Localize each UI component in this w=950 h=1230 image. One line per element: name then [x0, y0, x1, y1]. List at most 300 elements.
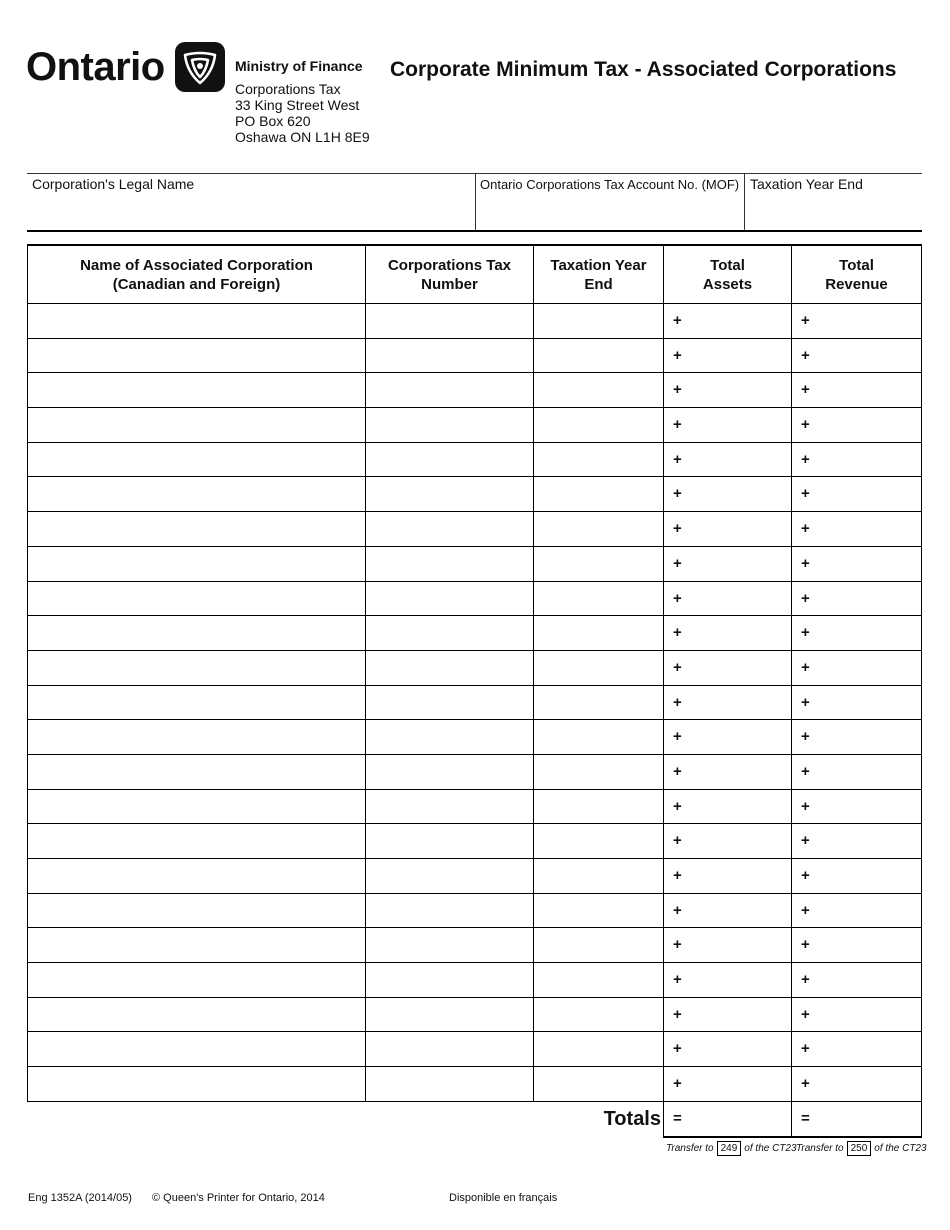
total-revenue-cell [792, 789, 922, 824]
total-revenue-cell [792, 685, 922, 720]
legal-name-cell [27, 174, 475, 230]
year-end-cell [534, 963, 664, 998]
total-assets-input[interactable] [664, 1067, 791, 1101]
tax-number-input[interactable] [366, 963, 533, 997]
corporation-name-input[interactable] [28, 408, 365, 442]
total-assets-input[interactable] [664, 616, 791, 650]
corporation-name-cell [28, 928, 366, 963]
tax-number-input[interactable] [366, 408, 533, 442]
total-revenue-input[interactable] [792, 1032, 921, 1066]
address-line: PO Box 620 [235, 113, 311, 129]
total-revenue-cell [792, 373, 922, 408]
total-revenue-cell [792, 754, 922, 789]
total-revenue-input[interactable] [792, 894, 921, 928]
tax-number-cell [366, 754, 534, 789]
tax-number-input[interactable] [366, 928, 533, 962]
table-row [28, 546, 922, 581]
total-assets-input[interactable] [664, 790, 791, 824]
total-assets-input[interactable] [664, 1032, 791, 1066]
corporation-name-input[interactable] [28, 373, 365, 407]
total-revenue-cell [792, 893, 922, 928]
revenue-total-input[interactable] [792, 1102, 921, 1136]
tax-number-input[interactable] [366, 686, 533, 720]
tax-number-input[interactable] [366, 616, 533, 650]
corporation-name-cell [28, 824, 366, 859]
total-assets-input[interactable] [664, 859, 791, 893]
tax-number-cell [366, 720, 534, 755]
address-line: 33 King Street West [235, 97, 360, 113]
corporation-name-input[interactable] [28, 443, 365, 477]
corporation-name-input[interactable] [28, 894, 365, 928]
corporation-name-input[interactable] [28, 339, 365, 373]
corporation-name-input[interactable] [28, 755, 365, 789]
legal-name-input[interactable] [31, 204, 471, 226]
total-assets-cell [664, 442, 792, 477]
corporation-name-input[interactable] [28, 582, 365, 616]
tax-number-input[interactable] [366, 1032, 533, 1066]
plus-sign: + [673, 832, 682, 850]
plus-sign: + [673, 728, 682, 746]
total-revenue-cell [792, 1032, 922, 1067]
year-end-cell [534, 477, 664, 512]
total-revenue-cell [792, 408, 922, 443]
transfer-prefix: Transfer to [666, 1143, 714, 1154]
equals-sign: = [673, 1109, 682, 1127]
total-revenue-input[interactable] [792, 616, 921, 650]
total-assets-input[interactable] [664, 928, 791, 962]
corporation-name-input[interactable] [28, 651, 365, 685]
header-line: End [584, 275, 613, 293]
tax-number-input[interactable] [366, 894, 533, 928]
total-revenue-input[interactable] [792, 998, 921, 1032]
corporation-name-input[interactable] [28, 963, 365, 997]
total-assets-cell [664, 754, 792, 789]
table-row [28, 512, 922, 547]
year-end-input[interactable] [534, 547, 663, 581]
corporation-name-input[interactable] [28, 547, 365, 581]
year-end-cell [534, 720, 664, 755]
total-revenue-input[interactable] [792, 373, 921, 407]
year-end-cell [534, 442, 664, 477]
table-row [28, 824, 922, 859]
plus-sign: + [801, 450, 810, 468]
total-revenue-cell [792, 963, 922, 998]
french-availability: Disponible en français [449, 1192, 558, 1204]
year-end-input[interactable] [534, 651, 663, 685]
total-revenue-input[interactable] [792, 651, 921, 685]
total-revenue-cell [792, 720, 922, 755]
header-year-end [534, 245, 664, 304]
total-assets-input[interactable] [664, 755, 791, 789]
table-row [28, 789, 922, 824]
tax-number-cell [366, 616, 534, 651]
total-assets-cell [664, 650, 792, 685]
year-end-cell [534, 685, 664, 720]
tax-number-input[interactable] [366, 477, 533, 511]
legal-name-label: Corporation's Legal Name [32, 176, 195, 192]
total-revenue-input[interactable] [792, 963, 921, 997]
assets-total-input[interactable] [664, 1102, 791, 1136]
total-assets-cell [664, 789, 792, 824]
revenue-total-cell [792, 1101, 922, 1136]
plus-sign: + [801, 1005, 810, 1023]
transfer-suffix: of the CT23 [744, 1143, 797, 1154]
year-end-input[interactable] [534, 894, 663, 928]
total-assets-input[interactable] [664, 339, 791, 373]
total-revenue-cell [792, 1067, 922, 1102]
plus-sign: + [673, 693, 682, 711]
total-assets-input[interactable] [664, 477, 791, 511]
table-body [28, 304, 922, 1102]
year-end-input[interactable] [534, 616, 663, 650]
year-end-cell [534, 650, 664, 685]
total-assets-input[interactable] [664, 547, 791, 581]
total-assets-input[interactable] [664, 582, 791, 616]
tax-number-cell [366, 477, 534, 512]
plus-sign: + [801, 312, 810, 329]
total-assets-cell [664, 963, 792, 998]
plus-sign: + [673, 312, 682, 329]
total-assets-cell [664, 408, 792, 443]
year-end-input[interactable] [534, 408, 663, 442]
tax-number-cell [366, 304, 534, 339]
total-revenue-input[interactable] [792, 720, 921, 754]
plus-sign: + [673, 936, 682, 954]
ontario-logo [26, 42, 225, 92]
year-end-input[interactable] [534, 928, 663, 962]
tax-number-input[interactable] [366, 443, 533, 477]
account-number-input[interactable] [480, 204, 740, 226]
transfer-suffix: of the CT23 [874, 1143, 927, 1154]
total-assets-input[interactable] [664, 963, 791, 997]
corporation-name-input[interactable] [28, 1032, 365, 1066]
plus-sign: + [801, 901, 810, 919]
year-end-input[interactable] [534, 824, 663, 858]
total-assets-input[interactable] [664, 651, 791, 685]
taxation-year-end-label: Taxation Year End [750, 176, 863, 192]
corporation-info-row [27, 173, 922, 232]
year-end-cell [534, 373, 664, 408]
plus-sign: + [801, 346, 810, 364]
total-revenue-cell [792, 650, 922, 685]
tax-number-input[interactable] [366, 859, 533, 893]
assets-total-cell [664, 1101, 792, 1136]
account-number-label: Ontario Corporations Tax Account No. (MOF) [480, 177, 740, 192]
year-end-cell [534, 789, 664, 824]
taxation-year-end-input[interactable] [749, 204, 918, 226]
plus-sign: + [673, 1005, 682, 1023]
corporation-name-input[interactable] [28, 304, 365, 338]
total-revenue-input[interactable] [792, 582, 921, 616]
totals-row [28, 1101, 922, 1136]
total-assets-cell [664, 685, 792, 720]
year-end-cell [534, 754, 664, 789]
plus-sign: + [673, 381, 682, 399]
assets-transfer-note [666, 1141, 797, 1156]
total-assets-cell [664, 859, 792, 894]
total-assets-input[interactable] [664, 373, 791, 407]
header-line: (Canadian and Foreign) [112, 275, 281, 293]
table-row [28, 685, 922, 720]
total-assets-cell [664, 373, 792, 408]
plus-sign: + [801, 936, 810, 954]
corporation-name-cell [28, 754, 366, 789]
totals-label: Totals [603, 1107, 661, 1130]
year-end-input[interactable] [534, 790, 663, 824]
tax-number-input[interactable] [366, 582, 533, 616]
total-revenue-cell [792, 512, 922, 547]
equals-sign: = [801, 1109, 810, 1127]
address-line: Corporations Tax [235, 81, 341, 97]
tax-number-input[interactable] [366, 547, 533, 581]
corporation-name-cell [28, 963, 366, 998]
total-assets-input[interactable] [664, 408, 791, 442]
account-number-cell [475, 174, 744, 230]
total-assets-cell [664, 616, 792, 651]
year-end-cell [534, 893, 664, 928]
tax-number-input[interactable] [366, 1067, 533, 1101]
tax-number-cell [366, 581, 534, 616]
year-end-input[interactable] [534, 443, 663, 477]
plus-sign: + [673, 901, 682, 919]
table-row [28, 338, 922, 373]
total-revenue-input[interactable] [792, 547, 921, 581]
corporation-name-cell [28, 442, 366, 477]
year-end-input[interactable] [534, 1032, 663, 1066]
total-revenue-input[interactable] [792, 859, 921, 893]
tax-number-cell [366, 859, 534, 894]
year-end-cell [534, 546, 664, 581]
year-end-cell [534, 928, 664, 963]
tax-number-input[interactable] [366, 824, 533, 858]
tax-number-input[interactable] [366, 755, 533, 789]
plus-sign: + [673, 797, 682, 815]
year-end-input[interactable] [534, 686, 663, 720]
plus-sign: + [801, 624, 810, 642]
year-end-cell [534, 616, 664, 651]
total-assets-input[interactable] [664, 304, 791, 338]
corporation-name-cell [28, 408, 366, 443]
plus-sign: + [673, 1075, 682, 1093]
tax-number-cell [366, 789, 534, 824]
year-end-input[interactable] [534, 477, 663, 511]
taxation-year-end-cell [744, 174, 922, 230]
corporation-name-cell [28, 1032, 366, 1067]
corporation-name-input[interactable] [28, 859, 365, 893]
total-assets-input[interactable] [664, 720, 791, 754]
total-assets-cell [664, 928, 792, 963]
year-end-input[interactable] [534, 1067, 663, 1101]
plus-sign: + [673, 416, 682, 434]
tax-number-cell [366, 1067, 534, 1102]
total-revenue-cell [792, 581, 922, 616]
total-assets-cell [664, 824, 792, 859]
year-end-cell [534, 338, 664, 373]
total-revenue-input[interactable] [792, 408, 921, 442]
total-revenue-input[interactable] [792, 755, 921, 789]
total-assets-cell [664, 477, 792, 512]
tax-number-cell [366, 824, 534, 859]
total-revenue-input[interactable] [792, 477, 921, 511]
associated-corporations-table [27, 244, 922, 1138]
total-revenue-input[interactable] [792, 512, 921, 546]
tax-number-cell [366, 650, 534, 685]
corporation-name-cell [28, 512, 366, 547]
plus-sign: + [801, 520, 810, 538]
plus-sign: + [801, 554, 810, 572]
total-revenue-input[interactable] [792, 928, 921, 962]
table-row [28, 928, 922, 963]
total-revenue-cell [792, 304, 922, 339]
total-assets-cell [664, 893, 792, 928]
tax-number-cell [366, 546, 534, 581]
corporation-name-cell [28, 789, 366, 824]
year-end-input[interactable] [534, 339, 663, 373]
table-row [28, 1032, 922, 1067]
plus-sign: + [673, 762, 682, 780]
year-end-input[interactable] [534, 755, 663, 789]
total-assets-input[interactable] [664, 686, 791, 720]
total-assets-input[interactable] [664, 894, 791, 928]
tax-number-cell [366, 997, 534, 1032]
table-header-row [28, 245, 922, 304]
corporation-name-cell [28, 338, 366, 373]
corporation-name-input[interactable] [28, 477, 365, 511]
corporation-name-cell [28, 650, 366, 685]
form-number: Eng 1352A (2014/05) [28, 1192, 132, 1204]
corporation-name-cell [28, 616, 366, 651]
total-revenue-input[interactable] [792, 824, 921, 858]
total-assets-cell [664, 720, 792, 755]
corporation-name-input[interactable] [28, 512, 365, 546]
tax-number-input[interactable] [366, 512, 533, 546]
corporation-name-input[interactable] [28, 720, 365, 754]
plus-sign: + [673, 624, 682, 642]
tax-number-input[interactable] [366, 790, 533, 824]
form-title: Corporate Minimum Tax - Associated Corporations [390, 58, 897, 81]
corporation-name-input[interactable] [28, 824, 365, 858]
year-end-input[interactable] [534, 998, 663, 1032]
total-assets-cell [664, 304, 792, 339]
corporation-name-input[interactable] [28, 1067, 365, 1101]
corporation-name-input[interactable] [28, 928, 365, 962]
table-row [28, 963, 922, 998]
total-assets-input[interactable] [664, 512, 791, 546]
total-revenue-cell [792, 546, 922, 581]
total-revenue-cell [792, 824, 922, 859]
plus-sign: + [801, 381, 810, 399]
corporation-name-cell [28, 997, 366, 1032]
plus-sign: + [673, 589, 682, 607]
year-end-input[interactable] [534, 304, 663, 338]
header-line: Revenue [825, 275, 888, 293]
plus-sign: + [801, 1075, 810, 1093]
plus-sign: + [673, 450, 682, 468]
plus-sign: + [801, 416, 810, 434]
table-row [28, 859, 922, 894]
year-end-cell [534, 581, 664, 616]
plus-sign: + [801, 658, 810, 676]
corporation-name-cell [28, 304, 366, 339]
year-end-input[interactable] [534, 720, 663, 754]
tax-number-input[interactable] [366, 720, 533, 754]
plus-sign: + [673, 658, 682, 676]
total-revenue-input[interactable] [792, 443, 921, 477]
plus-sign: + [673, 867, 682, 884]
header-line: Taxation Year [550, 256, 647, 274]
corporation-name-cell [28, 859, 366, 894]
corporation-name-cell [28, 546, 366, 581]
year-end-cell [534, 304, 664, 339]
total-revenue-input[interactable] [792, 339, 921, 373]
tax-number-input[interactable] [366, 373, 533, 407]
plus-sign: + [801, 971, 810, 989]
corporation-name-cell [28, 685, 366, 720]
tax-number-input[interactable] [366, 651, 533, 685]
corporation-name-input[interactable] [28, 998, 365, 1032]
total-revenue-input[interactable] [792, 790, 921, 824]
header-tax-number [366, 245, 534, 304]
tax-number-input[interactable] [366, 304, 533, 338]
plus-sign: + [673, 1040, 682, 1058]
total-assets-input[interactable] [664, 998, 791, 1032]
table-row [28, 616, 922, 651]
total-revenue-input[interactable] [792, 686, 921, 720]
total-assets-cell [664, 512, 792, 547]
corporation-name-cell [28, 581, 366, 616]
year-end-input[interactable] [534, 859, 663, 893]
year-end-input[interactable] [534, 582, 663, 616]
year-end-cell [534, 1032, 664, 1067]
table-row [28, 720, 922, 755]
total-assets-cell [664, 338, 792, 373]
line-250-box: 250 [847, 1141, 872, 1156]
year-end-cell [534, 512, 664, 547]
plus-sign: + [801, 832, 810, 850]
total-assets-cell [664, 1067, 792, 1102]
header-total-assets [664, 245, 792, 304]
year-end-input[interactable] [534, 512, 663, 546]
total-assets-input[interactable] [664, 824, 791, 858]
tax-number-cell [366, 685, 534, 720]
total-assets-input[interactable] [664, 443, 791, 477]
revenue-transfer-note [796, 1141, 927, 1156]
table-row [28, 1067, 922, 1102]
ministry-address [235, 58, 370, 145]
tax-number-cell [366, 408, 534, 443]
plus-sign: + [801, 589, 810, 607]
corporation-name-input[interactable] [28, 686, 365, 720]
plus-sign: + [673, 520, 682, 538]
corporation-name-input[interactable] [28, 616, 365, 650]
address-line: Oshawa ON L1H 8E9 [235, 129, 370, 145]
total-revenue-cell [792, 477, 922, 512]
total-revenue-input[interactable] [792, 304, 921, 338]
table-row [28, 304, 922, 339]
year-end-cell [534, 824, 664, 859]
year-end-input[interactable] [534, 963, 663, 997]
table-row [28, 754, 922, 789]
year-end-input[interactable] [534, 373, 663, 407]
total-revenue-input[interactable] [792, 1067, 921, 1101]
tax-number-input[interactable] [366, 998, 533, 1032]
tax-number-cell [366, 512, 534, 547]
tax-number-input[interactable] [366, 339, 533, 373]
corporation-name-input[interactable] [28, 790, 365, 824]
tax-number-cell [366, 963, 534, 998]
corporation-name-cell [28, 1067, 366, 1102]
year-end-cell [534, 1067, 664, 1102]
